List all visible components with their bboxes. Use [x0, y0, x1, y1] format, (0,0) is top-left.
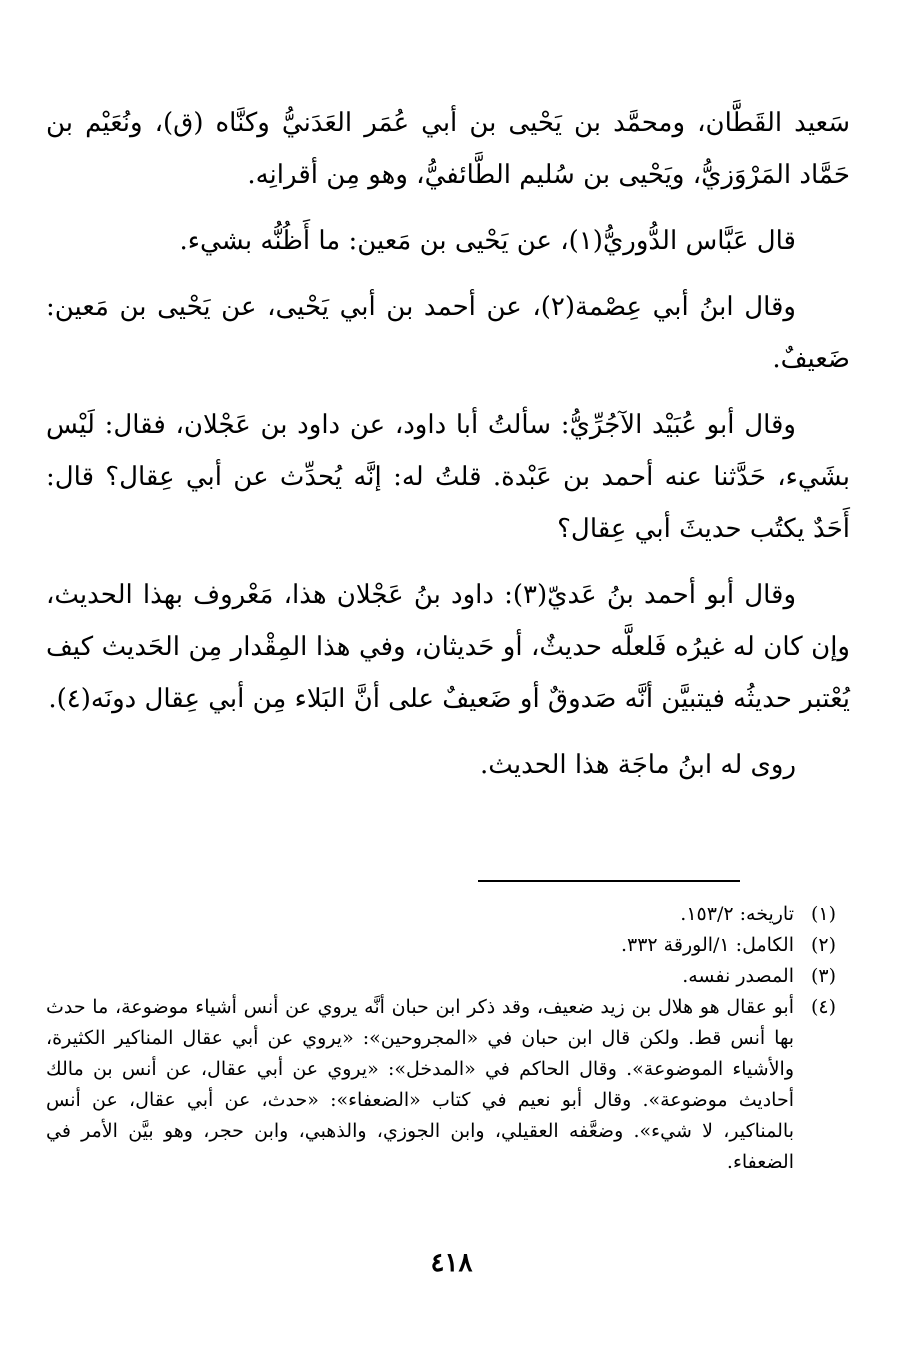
footnote-number: (٤)	[810, 996, 836, 1018]
page-number: ٤١٨	[430, 1248, 473, 1278]
paragraph-1: سَعيد القَطَّان، ومحمَّد بن يَحْيى بن أبي عُمَر العَدَنيُّ وكنَّاه (ق)، ونُعَيْم بن حَمَّاد المَرْوَزيُّ، ويَحْيى بن سُليم الطَّائفيُّ، وهو مِن أقرانِه.	[46, 108, 850, 190]
paragraph-2: قال عَبَّاس الدُّوريُّ(١)، عن يَحْيى بن مَعين: ما أَظُنُّه بشيء.	[179, 226, 796, 256]
footnote-number: (١)	[810, 903, 836, 925]
footnote-divider	[478, 880, 740, 882]
footnote-number: (٣)	[810, 965, 836, 987]
footnotes	[46, 899, 850, 1178]
footnote-number: (٢)	[810, 934, 836, 956]
paragraph-3: وقال ابنُ أبي عِصْمة(٢)، عن أحمد بن أبي يَحْيى، عن يَحْيى بن مَعين: ضَعيفٌ.	[46, 292, 850, 374]
footnote-text: المصدر نفسه.	[682, 965, 794, 987]
footnote-text: تاريخه: ١٥٣/٢.	[680, 903, 794, 925]
main-text-body	[46, 97, 850, 791]
footnote-3	[46, 961, 850, 992]
footnote-text: الكامل: ١/الورقة ٣٣٢.	[620, 934, 794, 956]
paragraph-5: وقال أبو أحمد بنُ عَديّ(٣): داود بنُ عَجْلان هذا، مَعْروف بهذا الحديث، وإن كان له غيرُه فَلعلَّه حديثٌ، أو حَديثان، وفي هذا المِقْدار مِن الحَديث كيف يُعْتبر حديثُه فيتبيَّن أنَّه صَدوقٌ أو ضَعيفٌ على أنَّ البَلاء مِن أبي عِقال دونَه(٤).	[46, 580, 850, 714]
paragraph-6: روى له ابنُ ماجَة هذا الحديث.	[480, 750, 796, 780]
paragraph-4: وقال أبو عُبَيْد الآجُرِّيُّ: سألتُ أبا داود، عن داود بن عَجْلان، فقال: لَيْس بشَيء، حَدَّثنا عنه أحمد بن عَبْدة. قلتُ له: إنَّه يُحدِّث عن أبي عِقال؟ قال: أَحَدٌ يكتُب حديثَ أبي عِقال؟	[46, 410, 850, 544]
footnote-2	[46, 930, 850, 961]
footnote-4	[46, 992, 850, 1178]
footnote-text: أبو عقال هو هلال بن زيد ضعيف، وقد ذكر ابن حبان أنَّه يروي عن أنس أشياء موضوعة، ما حدث بها أنس قط. ولكن قال ابن حبان في «المجروحين»: «يروي عن أبي عقال المناكير الكثيرة، والأشياء الموضوعة». وقال الحاكم في «المدخل»: «يروي عن أبي عقال، عن أنس بن مالك أحاديث موضوعة». وقال أبو نعيم في كتاب «الضعفاء»: «حدث، عن أبي عقال، عن أنس بالمناكير، لا شيء». وضعَّفه العقيلي، وابن الجوزي، والذهبي، وابن حجر، وهو بيَّن الأمر في الضعفاء.	[46, 996, 794, 1173]
footnote-1	[46, 899, 850, 930]
